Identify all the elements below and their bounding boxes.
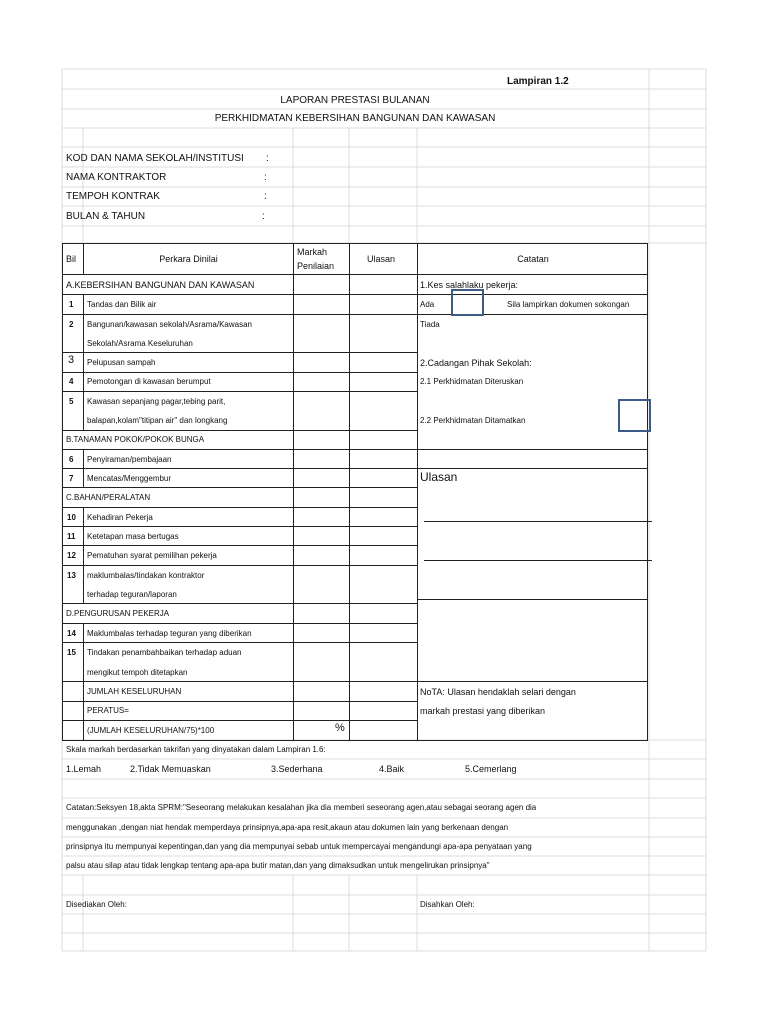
item-10-label: Kehadiran Pekerja xyxy=(87,513,153,522)
skala-intro: Skala markah berdasarkan takrifan yang dinyatakan dalam Lampiran 1.6: xyxy=(66,745,326,754)
item-6-label: Penyiraman/pembajaan xyxy=(87,455,172,464)
sprm-note-line1: Catatan:Seksyen 18,akta SPRM:"Seseorang melakukan kesalahan jika dia memberi seseorang agen,atau sebagai seorang agen dia xyxy=(66,803,537,812)
section-b-label: B.TANAMAN POKOK/POKOK BUNGA xyxy=(66,435,205,444)
item-5-label-line2: balapan,kolam"titipan air" dan longkang xyxy=(87,416,228,425)
skala-baik: 4.Baik xyxy=(379,764,405,774)
item-number-10: 10 xyxy=(67,513,76,522)
checkbox-ada[interactable] xyxy=(451,289,484,316)
skala-lemah: 1.Lemah xyxy=(66,764,102,774)
percent-sign: % xyxy=(335,722,345,734)
perkhidmatan-diteruskan-label: 2.1 Perkhidmatan Diteruskan xyxy=(420,377,524,386)
tempoh-label: TEMPOH KONTRAK xyxy=(66,191,160,202)
item-number-4: 4 xyxy=(69,377,74,386)
ada-label: Ada xyxy=(420,300,435,309)
item-12-label: Pematuhan syarat pemilihan pekerja xyxy=(87,551,217,560)
skala-sederhana: 3.Sederhana xyxy=(271,764,323,774)
item-1-label: Tandas dan Bilik air xyxy=(87,300,157,309)
item-13-label-line2: terhadap teguran/laporan xyxy=(87,590,177,599)
jumlah-label: JUMLAH KESELURUHAN xyxy=(87,687,182,696)
col-markah-header-1: Markah xyxy=(297,247,328,257)
skala-cemerlang: 5.Cemerlang xyxy=(465,764,517,774)
col-catatan-header: Catatan xyxy=(517,254,549,264)
item-7-label: Mencatas/Menggembur xyxy=(87,474,172,483)
perkhidmatan-ditamatkan-label: 2.2 Perkhidmatan Ditamatkan xyxy=(420,416,526,425)
col-ulasan-header: Ulasan xyxy=(367,254,396,264)
item-number-3: 3 xyxy=(68,354,75,366)
item-number-2: 2 xyxy=(69,320,74,329)
ulasan-label: Ulasan xyxy=(420,470,458,484)
sila-lampirkan-label: Sila lampirkan dokumen sokongan xyxy=(507,300,630,309)
item-2-label-line1: Bangunan/kawasan sekolah/Asrama/Kawasan xyxy=(87,320,252,329)
nota-line1: NoTA: Ulasan hendaklah selari dengan xyxy=(420,687,576,697)
item-3-label: Pelupusan sampah xyxy=(87,358,156,367)
item-13-label-line1: maklumbalas/tindakan kontraktor xyxy=(87,571,205,580)
section-c-label: C.BAHAN/PERALATAN xyxy=(66,493,151,502)
disahkan-oleh-label: Disahkan Oleh: xyxy=(420,900,475,909)
item-2-label-line2: Sekolah/Asrama Keseluruhan xyxy=(87,339,193,348)
item-4-label: Pemotongan di kawasan berumput xyxy=(87,377,211,386)
item-number-14: 14 xyxy=(67,629,76,638)
item-15-label-line1: Tindakan penambahbaikan terhadap aduan xyxy=(87,648,242,657)
item-11-label: Ketetapan masa bertugas xyxy=(87,532,179,541)
col-markah-header-2: Penilaian xyxy=(297,261,335,271)
kod-label: KOD DAN NAMA SEKOLAH/INSTITUSI xyxy=(66,153,244,164)
sprm-note-line4: palsu atau silap atau tidak lengkap tentang apa-apa butir matan,dan yang dimaksudkan untuk mengelirukan prinsipnya" xyxy=(66,861,490,870)
item-number-15: 15 xyxy=(67,648,76,657)
item-number-6: 6 xyxy=(69,455,74,464)
kod-colon: : xyxy=(266,153,269,164)
item-14-label: Maklumbalas terhadap teguran yang diberikan xyxy=(87,629,252,638)
disediakan-oleh-label: Disediakan Oleh: xyxy=(66,900,127,909)
checkbox-ditamatkan[interactable] xyxy=(618,399,651,432)
item-number-11: 11 xyxy=(67,532,76,541)
lampiran-label: Lampiran 1.2 xyxy=(507,76,569,87)
item-5-label-line1: Kawasan sepanjang pagar,tebing parit, xyxy=(87,397,226,406)
item-number-5: 5 xyxy=(69,397,74,406)
sprm-note-line3: prinsipnya itu mempunyai kepentingan,dan yang dia mempunyai sebab untuk mempercayai mengandungi apa-apa penyataan yang xyxy=(66,842,532,851)
item-number-13: 13 xyxy=(67,571,76,580)
formula-label: (JUMLAH KESELURUHAN/75)*100 xyxy=(87,726,215,735)
cadangan-label: 2.Cadangan Pihak Sekolah: xyxy=(420,358,532,368)
kontraktor-label: NAMA KONTRAKTOR xyxy=(66,172,167,183)
skala-tidak-memuaskan: 2.Tidak Memuaskan xyxy=(130,764,211,774)
section-a-label: A.KEBERSIHAN BANGUNAN DAN KAWASAN xyxy=(66,280,255,290)
nota-line2: markah prestasi yang diberikan xyxy=(420,706,546,716)
peratus-label: PERATUS= xyxy=(87,706,129,715)
item-number-1: 1 xyxy=(69,300,74,309)
col-perkara-header: Perkara Dinilai xyxy=(159,254,218,264)
bulan-colon: : xyxy=(262,211,265,222)
sprm-note-line2: menggunakan ,dengan niat hendak memperdaya prinsipnya,apa-apa resit,akaun atau dokumen lain yang berkenaan dengan xyxy=(66,823,509,832)
item-number-7: 7 xyxy=(69,474,74,483)
kes-salahlaku-label: 1.Kes salahlaku pekerja: xyxy=(420,280,519,290)
item-number-12: 12 xyxy=(67,551,76,560)
section-d-label: D.PENGURUSAN PEKERJA xyxy=(66,609,170,618)
page-title: LAPORAN PRESTASI BULANAN xyxy=(280,95,430,106)
col-bil-header: Bil xyxy=(66,254,77,264)
tiada-label: Tiada xyxy=(420,320,440,329)
tempoh-colon: : xyxy=(264,191,267,202)
page-subtitle: PERKHIDMATAN KEBERSIHAN BANGUNAN DAN KAWASAN xyxy=(214,113,496,124)
item-15-label-line2: mengikut tempoh ditetapkan xyxy=(87,668,188,677)
kontraktor-colon: : xyxy=(264,172,267,183)
bulan-label: BULAN & TAHUN xyxy=(66,211,146,222)
